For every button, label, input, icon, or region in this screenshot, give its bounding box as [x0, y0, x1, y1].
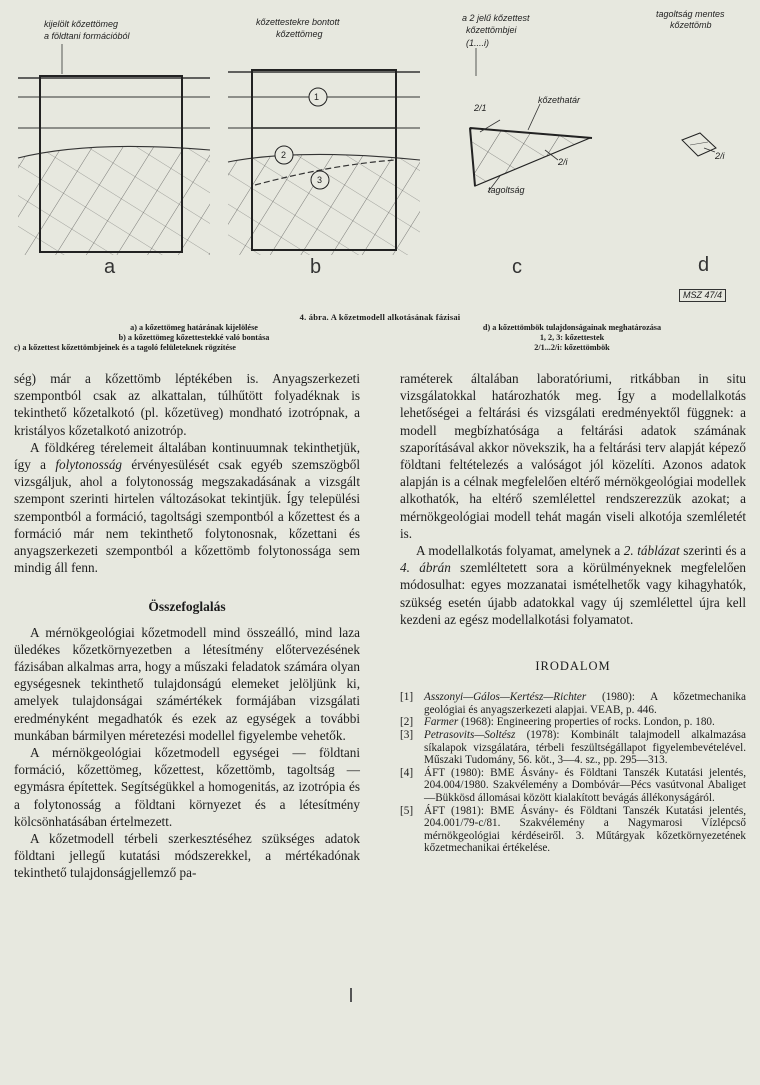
msz-stamp: MSZ 47/4: [679, 289, 726, 302]
paragraph: A földkéreg térelemeit általában kontinuumnak tekinthetjük, így a folytonosság érvényesülését csak egyéb szemszögből vizsgáljuk, ahol a folytonosság megszakadásának a vizsgált szempont szerinti hirtelen változásokat tekintjük. Így települési szempontból a formáció, tagoltsági szempontból a kőzettest és a formáció már nem tekinthető folytonosnak, kőzettani és anyagszerkezeti szempontból a kőzettömb folytonossága sem mindig áll fenn.: [14, 439, 360, 576]
kozettest-2-number: 2: [281, 150, 287, 160]
paragraph: ség) már a kőzettömb léptékében is. Anyagszerkezeti szempontból csak az alkattalan, túlhűtött folyadéknak is tekinthető kőzetalkotó (pl. kőzetüveg) mondható izotrópnak, a kristályos kőzetalkotó anizotróp.: [14, 371, 360, 438]
panel-c-label-1: a 2 jelű kőzettest: [462, 13, 530, 23]
panel-letter-a: a: [104, 256, 116, 278]
paragraph: raméterek általában laboratóriumi, ritkábban in situ vizsgálatokkal határozhatók meg. Így a modellalkotás lehetőségei a feltárási és vizsgálati eredményektől függnek: a modell megbízhatósága a feltárási adatok számának szaporításával akkor növekszik, ha a feltárási terv alapját képező földtani feltételezés a valóságot jól közelíti. Azonos adatok alapján is a célnak megfelelően eltérő mérnökgeológiai modellek alkothatók, ha eltérő szemlélettel rendszerezzük azokat; a mérnökgeológiai modell tehát magán viseli alkotója szemléletét is.: [400, 371, 746, 541]
figure-4: [0, 0, 760, 300]
reference-item: [5] ÁFT (1981): BME Ásvány- és Földtani Tanszék Kutatási jelentés, 204.001/79-c/81. Szakvélemény a Nagymarosi Vízlépcső mérnökgeológiai kérdéseiről. 3. Műtárgyak kőzetkörnyezetének kőzetmechanikai értékelése.: [400, 804, 746, 855]
panel-c-label-2i: 2/i: [558, 157, 568, 167]
panel-c-drawing: [470, 48, 592, 192]
panel-c-label-21: 2/1: [474, 103, 487, 113]
panel-b-label-1: kőzettestekre bontott: [256, 17, 340, 27]
panel-d-drawing: [682, 133, 716, 156]
reference-item: [4] ÁFT (1980): BME Ásvány- és Földtani Tanszék Kutatási jelentés, 204.004/1980. Szakvélemény a Dombóvár—Pécs vasútvonal Abaliget—Bükkösd állomásai között kialakított bevágás állékonyságáról.: [400, 766, 746, 804]
emphasis: 2. táblázat: [623, 543, 680, 559]
panel-d-label-2i: 2/i: [715, 151, 725, 161]
panel-b-label-2: kőzettömeg: [276, 29, 323, 39]
references-list: [400, 691, 746, 855]
panel-c-label-hatar: kőzethatár: [538, 95, 581, 105]
page-mark: [350, 988, 352, 1002]
caption-right-kozettombok: 2/1...2/i: kőzettömbök: [534, 343, 610, 352]
panel-letter-c: c: [512, 256, 522, 278]
reference-item: [2] Farmer (1968): Engineering properties of rocks. London, p. 180.: [400, 716, 715, 729]
panel-c-label-tagoltsag: tagoltság: [488, 185, 525, 195]
kozettest-1-number: 1: [314, 92, 320, 102]
caption-right-kozettestek: 1, 2, 3: kőzettestek: [539, 333, 605, 342]
references-heading: IRODALOM: [535, 659, 611, 674]
figure-caption-title: 4. ábra. A kőzetmodell alkotásának fázisai: [299, 312, 461, 322]
caption-right-d: d) a kőzettömbök tulajdonságainak meghatározása: [482, 323, 662, 332]
paragraph: A mérnökgeológiai kőzetmodell egységei — földtani formáció, kőzettömeg, kőzettest, kőzettömb, tagoltság — egymásra építettek. Segítségükkel a homogenitás, az izotrópia és a folytonosság a földtani környezet és a létesítmény kölcsönhatásában értelmezett.: [14, 745, 360, 829]
caption-left-c: c) a kőzettest kőzettömbjeinek és a tagoló felületeknek rögzítése: [14, 343, 236, 352]
panel-d-label-1: tagoltság mentes: [656, 9, 725, 19]
paragraph: A kőzetmodell térbeli szerkesztéséhez szükséges adatok földtani jellegű kutatási módszerekkel, a mértékadónak tekinthető tulajdonságjellemző pa-: [14, 831, 360, 881]
left-column: [14, 370, 360, 882]
panel-c-label-2: kőzettömbjei: [466, 25, 517, 35]
reference-item: [1] Asszonyi—Gálos—Kertész—Richter (1980): A kőzetmechanika geológiai és anyagszerkezeti alapjai. VEAB, p. 446.: [400, 691, 746, 716]
paragraph: A modellalkotás folyamat, amelynek a 2. táblázat szerinti és a 4. ábrán szemléltetett sora a körülményeknek megfelelően módosulhat: egyes mozzanatai ismételhetők vagy kihagyhatók, szükség esetén újabb adatokkal vagy új szemlélettel újra kell kezdeni az egész modellalkotási folyamatot.: [400, 543, 747, 627]
caption-left-b: b) a kőzettömeg kőzettestekké való bontása: [118, 333, 270, 342]
panel-a-label-1: kijelölt kőzettömeg: [44, 19, 119, 29]
panel-letter-d: d: [698, 254, 710, 276]
right-column: [400, 370, 746, 855]
reference-item: [3] Petrasovits—Soltész (1978): Kombinált talajmodell alkalmazása síkalapok vizsgálatára, térbeli feszültségállapot figyelembevételével. Műszaki Tudomány, 56. köt., 3—4. sz., pp. 295—313.: [400, 729, 746, 767]
panel-a-drawing: [18, 44, 210, 255]
caption-left-a: a) a kőzettömeg határának kijelölése: [130, 323, 258, 332]
panel-d-label-2: kőzettömb: [670, 20, 712, 30]
panel-letter-b: b: [310, 256, 322, 278]
panel-a-label-2: a földtani formációból: [44, 31, 130, 41]
paragraph: A mérnökgeológiai kőzetmodell mind összeálló, mind laza üledékes kőzetkörnyezetben a létesítmény előtervezésének fázisában alkalmas arra, hogy a műszaki feladatok számára olyan egységesnek tekinthető tulajdonságú elemeket jelöljünk ki, amelyek tulajdonságai számértékek formájában vizsgálati eredményként megadhatók és ezek az egységek a további munkában bármilyen méretezési modellel figyelembe vehetők.: [14, 624, 360, 743]
section-heading: Összefoglalás: [148, 599, 226, 615]
panel-c-label-3: (1....i): [466, 38, 490, 48]
emphasis: 4. ábrán: [400, 560, 451, 576]
figure-drawing: [0, 0, 760, 300]
panel-b-drawing: [228, 70, 420, 255]
emphasis: folytonosság: [55, 457, 123, 473]
kozettest-3-number: 3: [317, 175, 323, 185]
